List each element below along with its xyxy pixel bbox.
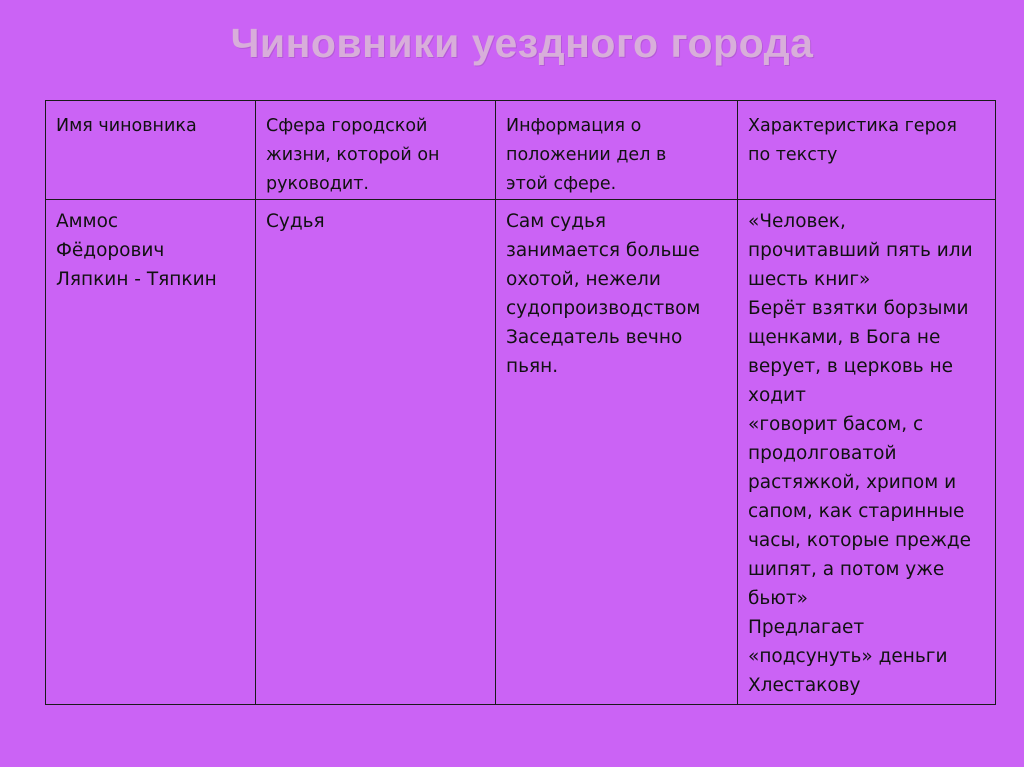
cell-line: щенками, в Бога не — [748, 327, 941, 348]
header-info — [496, 101, 738, 200]
cell-line: продолговатой — [748, 443, 897, 464]
cell-line: пьян. — [506, 356, 559, 377]
cell-line: растяжкой, хрипом и — [748, 472, 957, 493]
cell-line: судопроизводством — [506, 298, 701, 319]
cell-line: Берёт взятки борзыми — [748, 298, 969, 319]
cell-sphere — [256, 200, 496, 705]
cell-line: шипят, а потом уже — [748, 559, 945, 580]
cell-line: часы, которые прежде — [748, 530, 972, 551]
header-official-name — [46, 101, 256, 200]
cell-line: руководит. — [266, 174, 369, 194]
table-header-row — [46, 101, 996, 200]
header-sphere — [256, 101, 496, 200]
cell-line: Характеристика героя — [748, 116, 957, 136]
cell-line: Ляпкин - Тяпкин — [56, 269, 217, 290]
cell-line: охотой, нежели — [506, 269, 661, 290]
cell-line: верует, в церковь не — [748, 356, 954, 377]
cell-line: по тексту — [748, 145, 838, 165]
cell-line: Аммос — [56, 211, 119, 232]
cell-line: «Человек, — [748, 211, 846, 232]
cell-line: ходит — [748, 385, 806, 406]
cell-line: «говорит басом, с — [748, 414, 924, 435]
cell-line: Заседатель вечно — [506, 327, 683, 348]
cell-line: «подсунуть» деньги — [748, 646, 948, 667]
cell-characteristic — [738, 200, 996, 705]
cell-line: сапом, как старинные — [748, 501, 965, 522]
cell-line: Хлестакову — [748, 675, 861, 696]
cell-line: Имя чиновника — [56, 116, 197, 136]
cell-line: положении дел в — [506, 145, 667, 165]
cell-line: бьют» — [748, 588, 808, 609]
cell-line: шесть книг» — [748, 269, 871, 290]
cell-line: Сам судья — [506, 211, 607, 232]
slide-title: Чиновники уездного города — [230, 20, 814, 66]
officials-table — [45, 100, 996, 705]
cell-info — [496, 200, 738, 705]
cell-line: Предлагает — [748, 617, 865, 638]
cell-line: Фёдорович — [56, 240, 165, 261]
cell-line: занимается больше — [506, 240, 700, 261]
table-row — [46, 200, 996, 705]
cell-line: этой сфере. — [506, 174, 617, 194]
cell-line: Судья — [266, 211, 325, 232]
cell-line: жизни, которой он — [266, 145, 440, 165]
cell-line: Информация о — [506, 116, 642, 136]
header-characteristic — [738, 101, 996, 200]
cell-line: Сфера городской — [266, 116, 428, 136]
cell-official-name — [46, 200, 256, 705]
cell-line: прочитавший пять или — [748, 240, 973, 261]
